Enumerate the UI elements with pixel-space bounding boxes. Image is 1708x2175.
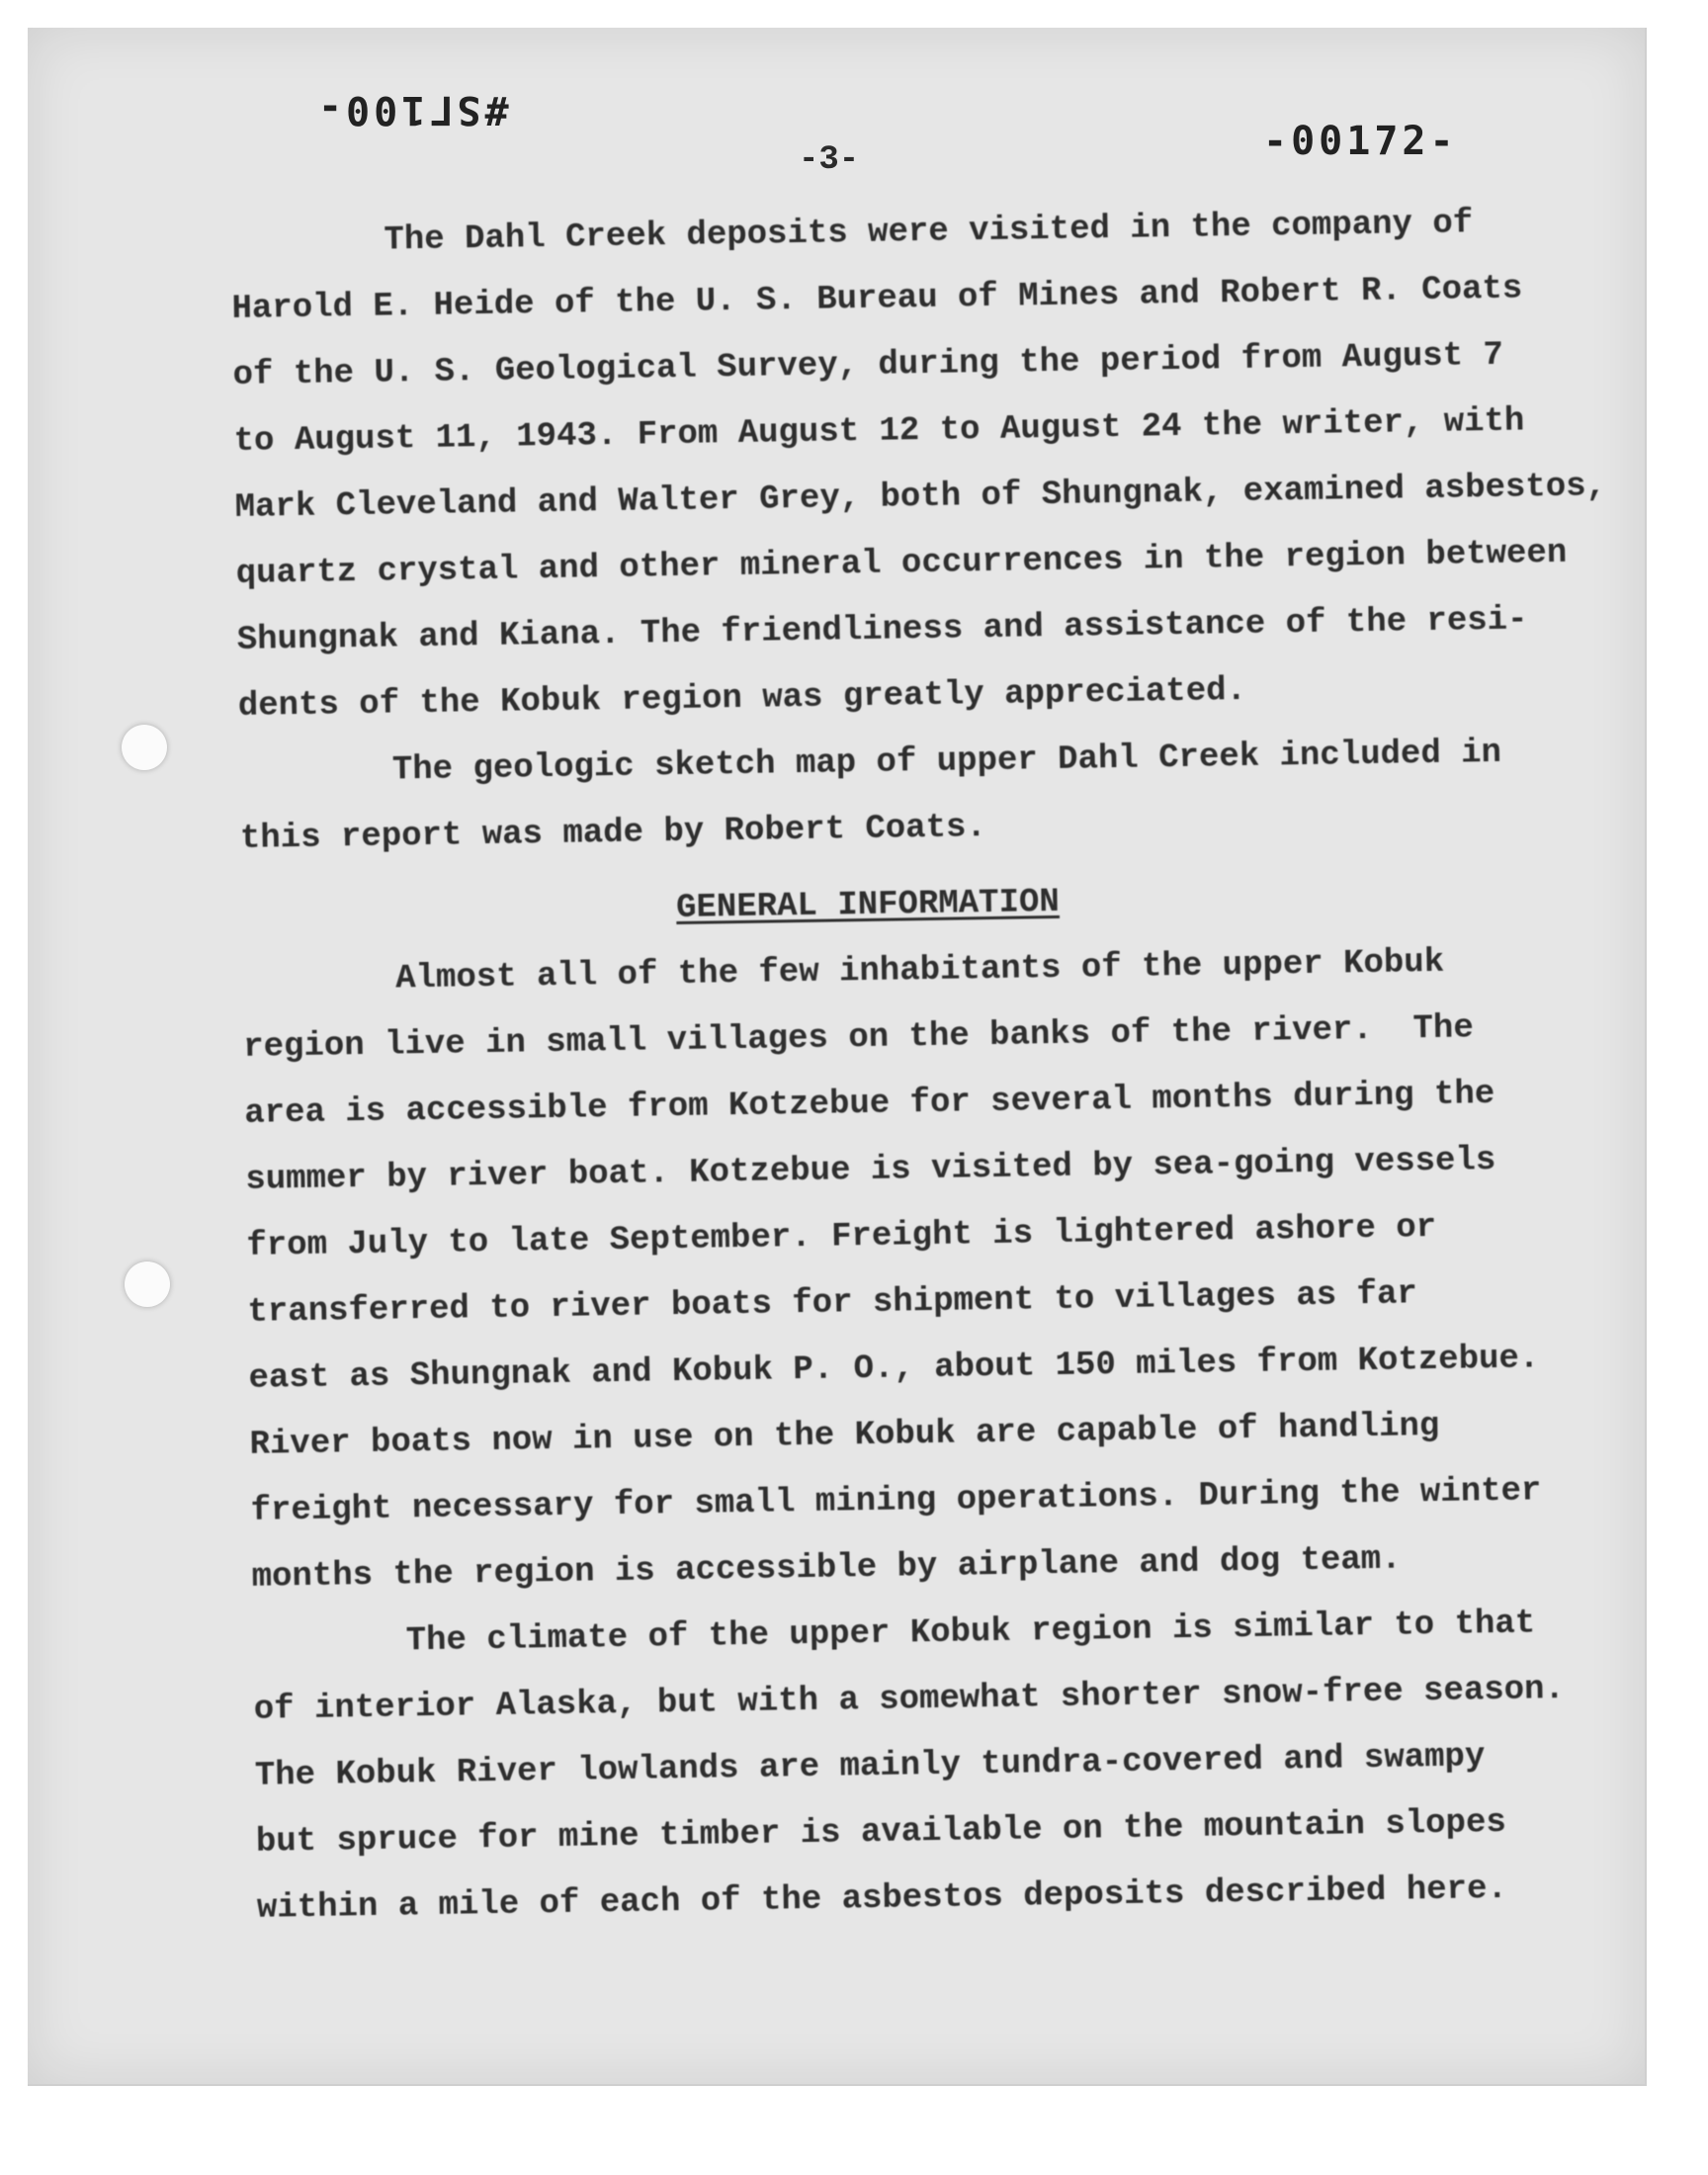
text-line: Harold E. Heide of the U. S. Bureau of Mines and Robert R. Coats xyxy=(231,270,1523,328)
text-line: transferred to river boats for shipment to villages as far xyxy=(247,1275,1418,1332)
text-line: dents of the Kobuk region was greatly appreciated. xyxy=(237,671,1247,726)
text-line: within a mile of each of the asbestos deposits described here. xyxy=(256,1870,1508,1928)
page-number: -3- xyxy=(799,141,860,179)
text-line: freight necessary for small mining operations. During the winter xyxy=(250,1472,1542,1530)
text-line: The Kobuk River lowlands are mainly tundra-covered and swampy xyxy=(254,1738,1486,1795)
document-page xyxy=(28,28,1647,2086)
text-line: this report was made by Robert Coats. xyxy=(239,809,987,858)
text-line: quartz crystal and other mineral occurrences in the region between xyxy=(235,534,1568,593)
text-line: of interior Alaska, but with a somewhat shorter snow-free season. xyxy=(253,1670,1566,1729)
text-line: Mark Cleveland and Walter Grey, both of Shungnak, examined asbestos, xyxy=(234,468,1607,527)
punch-hole-lower xyxy=(125,1262,170,1307)
text-line: The Dahl Creek deposits were visited in the company of xyxy=(384,205,1474,260)
stamp-number-right: -00172- xyxy=(1263,119,1458,164)
text-line: east as Shungnak and Kobuk P. O., about 150 miles from Kotzebue. xyxy=(248,1340,1540,1398)
text-line: of the U. S. Geological Survey, during the period from August 7 xyxy=(232,336,1504,394)
text-line: summer by river boat. Kotzebue is visited by sea-going vessels xyxy=(245,1142,1496,1199)
text-line: Almost all of the few inhabitants of the upper Kobuk xyxy=(394,943,1445,999)
text-line: months the region is accessible by airplane and dog team. xyxy=(251,1540,1402,1597)
text-line: but spruce for mine timber is available on the mountain slopes xyxy=(255,1803,1507,1862)
body-text xyxy=(230,189,1611,1942)
section-heading-text: GENERAL INFORMATION xyxy=(675,883,1061,927)
text-line: The climate of the upper Kobuk region is similar to that xyxy=(405,1605,1536,1661)
punch-hole-upper xyxy=(122,725,167,770)
text-line: region live in small villages on the banks of the river. The xyxy=(243,1009,1475,1067)
stamp-number-left: #SΓ100- xyxy=(314,87,509,132)
text-line: River boats now in use on the Kobuk are capable of handling xyxy=(249,1407,1440,1464)
text-line: to August 11, 1943. From August 12 to August 24 the writer, with xyxy=(233,402,1525,461)
text-line: The geologic sketch map of upper Dahl Creek included in xyxy=(391,734,1502,790)
text-line: area is accessible from Kotzebue for several months during the xyxy=(244,1076,1495,1133)
text-line: Shungnak and Kiana. The friendliness and assistance of the resi- xyxy=(236,601,1528,659)
text-line: from July to late September. Freight is lightered ashore or xyxy=(246,1208,1437,1265)
